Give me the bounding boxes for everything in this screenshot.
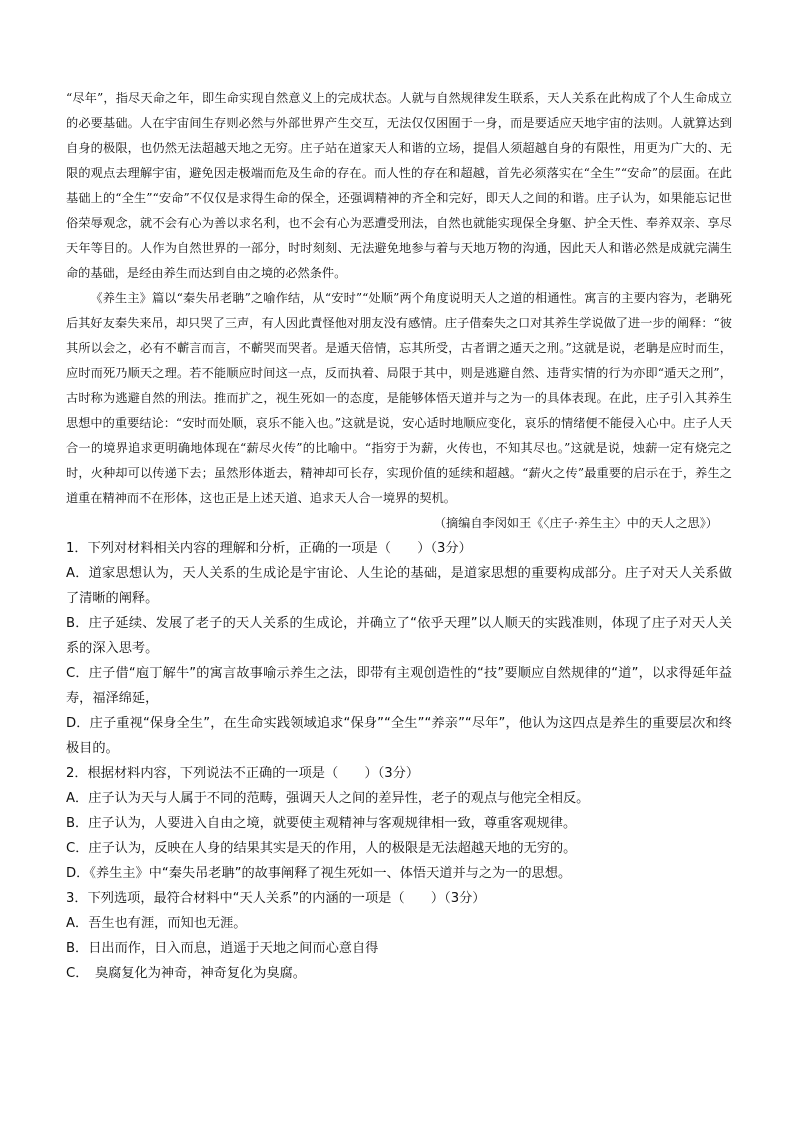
- question-1-option-b: B．庄子延续、发展了老子的天人关系的生成论，并确立了“依乎天理”以人顺天的实践准则，体现了庄子对天人关系的深入思考。: [66, 616, 732, 656]
- reading-passage: [66, 86, 732, 511]
- question-list: [66, 536, 732, 986]
- question-3-option-b: B．日出而作，日入而息，逍遥于天地之间而心意自得: [66, 941, 379, 956]
- question-3-option-a: A．吾生也有涯，而知也无涯。: [66, 916, 247, 931]
- question-1-option-d: D．庄子重视“保身全生”，在生命实践领域追求“保身”“全生”“养亲”“尽年”，他认为这四点是养生的重要层次和终极目的。: [66, 716, 732, 756]
- question-2-option-d: D．《养生主》中“秦失吊老聃”的故事阐释了视生死如一、体悟天道并与之为一的思想。: [66, 866, 572, 881]
- passage-source: （摘编自李闵如王《〈庄子·养生主〉中的天人之思》）: [433, 516, 718, 530]
- question-3-option-c: C． 臭腐复化为神奇，神奇复化为臭腐。: [66, 966, 306, 981]
- question-1-option-c: C．庄子借“庖丁解牛”的寓言故事喻示养生之法，即带有主观创造性的“技”要顺应自然规律的“道”，以求得延年益寿，福泽绵延，: [66, 666, 732, 706]
- question-2-stem: 2．根据材料内容，下列说法不正确的一项是（ ）（3分）: [66, 766, 420, 781]
- question-3-stem: 3．下列选项，最符合材料中“天人关系”的内涵的一项是（ ）（3分）: [66, 891, 486, 906]
- question-2-option-b: B．庄子认为，人要进入自由之境，就要使主观精神与客观规律相一致，尊重客观规律。: [66, 816, 577, 831]
- question-1-stem: 1．下列对材料相关内容的理解和分析，正确的一项是（ ）（3分）: [66, 541, 472, 556]
- passage-paragraph-2: 《养生主》篇以“秦失吊老聃”之喻作结，从“安时”“处顺”两个角度说明天人之道的相通性。寓言的主要内容为，老聃死后其好友秦失来吊，却只哭了三声，有人因此責怪他对朋友没有感情。庄子借秦失之口对其养生学说做了进一步的阐释：“彼其所以会之，必有不蘄言而言，不蘄哭而哭者。是遁天倍情，忘其所受，古者谓之遁天之刑。”这就是说，老聃是应时而生，应时而死乃顺天之理。若不能顺应时间这一点，反而执着、局限于其中，则是逃避自然、违背实情的行为亦即“遁天之刑”，古时称为逃避自然的刑法。推而扩之，视生死如一的态度，是能够体悟天道并与之为一的具体表现。在此，庄子引入其养生思想中的重要结论：“安时而处顺，哀乐不能入也。”这就是说，安心适时地顺应变化，哀乐的情绪便不能侵入心中。庄子人天合一的境界追求更明确地体现在“薪尽火传”的比喻中。“指穷于为薪，火传也，不知其尽也。”这就是说，烛薪一定有烧完之时，火种却可以传递下去；虽然形体逝去，精神却可长存，实现价值的延续和超越。“薪火之传”最重要的启示在于，养生之道重在精神而不在形体，这也正是上述天道、追求天人合一境界的契机。: [66, 291, 732, 505]
- passage-paragraph-1: “尽年”，指尽天命之年，即生命实现自然意义上的完成状态。人就与自然规律发生联系，天人关系在此构成了个人生命成立的必要基础。人在宇宙间生存则必然与外部世界产生交互，无法仅仅困囿于一身，而是要适应天地宇宙的法则。人就算达到自身的极限，也仍然无法超越天地之无穷。庄子站在道家天人和谐的立场，提倡人须超越自身的有限性，用更为广大的、无限的观点去理解宇宙，避免因走极端而危及生命的存在。而人性的存在和超越，首先必须落实在“全生”“安命”的层面。在此基础上的“全生”“安命”不仅仅是求得生命的保全，还强调精神的齐全和完好，即天人之间的和谐。庄子认为，如果能忘记世俗荣辱观念，就不会有心为善以求名利，也不会有心为恶遭受刑法，自然也就能实现保全身躯、护全天性、奉养双亲、享尽天年等目的。人作为自然世界的一部分，时时刻刻、无法避免地参与着与天地万物的沟通，因此天人和谐必然是成就完满生命的基础，是经由养生而达到自由之境的必然条件。: [66, 91, 732, 280]
- question-1-option-a: A．道家思想认为，天人关系的生成论是宇宙论、人生论的基础，是道家思想的重要构成部分。庄子对天人关系做了清晰的阐释。: [66, 566, 732, 606]
- question-2-option-a: A．庄子认为天与人属于不同的范畴，强调天人之间的差异性，老子的观点与他完全相反。: [66, 791, 590, 806]
- question-2-option-c: C．庄子认为，反映在人身的结果其实是天的作用，人的极限是无法超越天地的无穷的。: [66, 841, 577, 856]
